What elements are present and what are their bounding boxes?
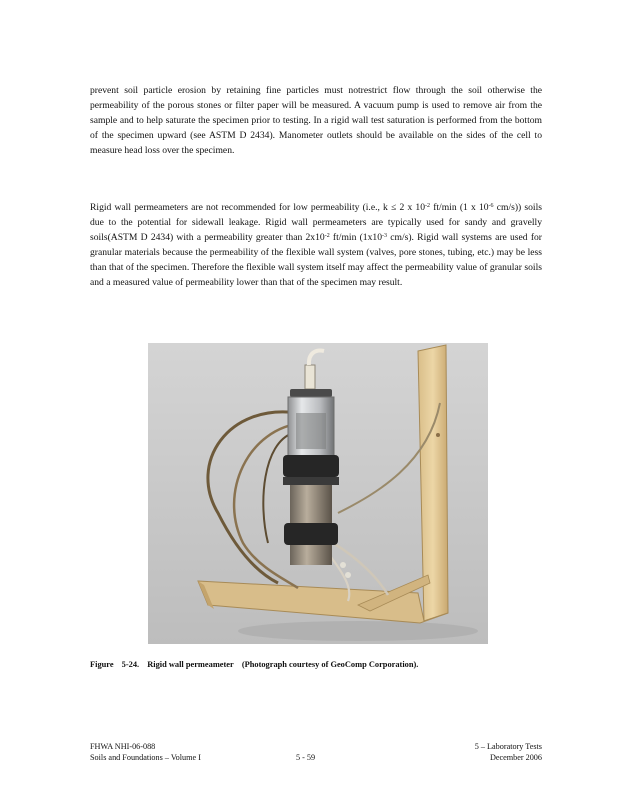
footer-chapter-title: 5 – Laboratory Tests xyxy=(474,742,542,751)
footer-publication-id: FHWA NHI-06-088 xyxy=(90,742,156,751)
figure-label: Figure xyxy=(90,660,114,669)
body-paragraph-1: prevent soil particle erosion by retaining fine particles must notrestrict flow through the soil otherwise the permeability of the porous stones or filter paper will be measured. A vacuum pump is used to remove air from the sample and to help saturate the specimen prior to testing. In a rigid wall test saturation is performed from the bottom of the specimen upward (see ASTM D 2434). Manometer outlets should be available on the sides of the cell to measure head loss over the specimen. xyxy=(90,85,542,157)
exponent-4: -3 xyxy=(382,233,387,240)
exponent-1: -2 xyxy=(425,203,431,209)
figure-credit: (Photograph courtesy of GeoComp Corporation). xyxy=(241,660,419,669)
footer-manual-title: Soils and Foundations – Volume I xyxy=(90,753,201,762)
exponent-2: -6 xyxy=(488,203,494,209)
footer-left xyxy=(90,741,201,763)
footer-right xyxy=(438,741,542,763)
exponent-3: -2 xyxy=(324,233,330,240)
paragraph-2-text-d: ft/min (1x10 xyxy=(329,232,382,244)
footer-date: December 2006 xyxy=(489,753,542,762)
paragraph-2-text-c: cm/s)) soils due to the potential for sidewall leakage. Rigid wall permeameters are typically used for sandy and gravelly soils(ASTM D 2434) with a permeability greater than 2x10 xyxy=(90,202,542,244)
permeameter-illustration xyxy=(148,343,488,644)
paragraph-2-text-e: cm/s). Rigid wall systems are used for granular materials because the permeability of the flexible wall system (valves, pore stones, tubing, etc.) may be less than that of the specimen. Therefore the flexible wall system itself may affect the permeability value of granular soils and a measured value of permeability lower than that of the specimen may result. xyxy=(90,232,542,289)
figure-number: 5-24. xyxy=(121,660,140,669)
paragraph-2-text-b: ft/min (1 x 10 xyxy=(430,202,489,213)
figure-caption xyxy=(90,660,542,669)
paragraph-2-text-a: Rigid wall permeameters are not recommended for low permeability (i.e., k ≤ 2 x 10 xyxy=(90,202,426,213)
page-number: 5 - 59 xyxy=(296,753,316,762)
body-paragraph-2 xyxy=(90,200,542,291)
figure-title: Rigid wall permeameter xyxy=(147,660,234,669)
permeameter-photo xyxy=(148,343,488,644)
